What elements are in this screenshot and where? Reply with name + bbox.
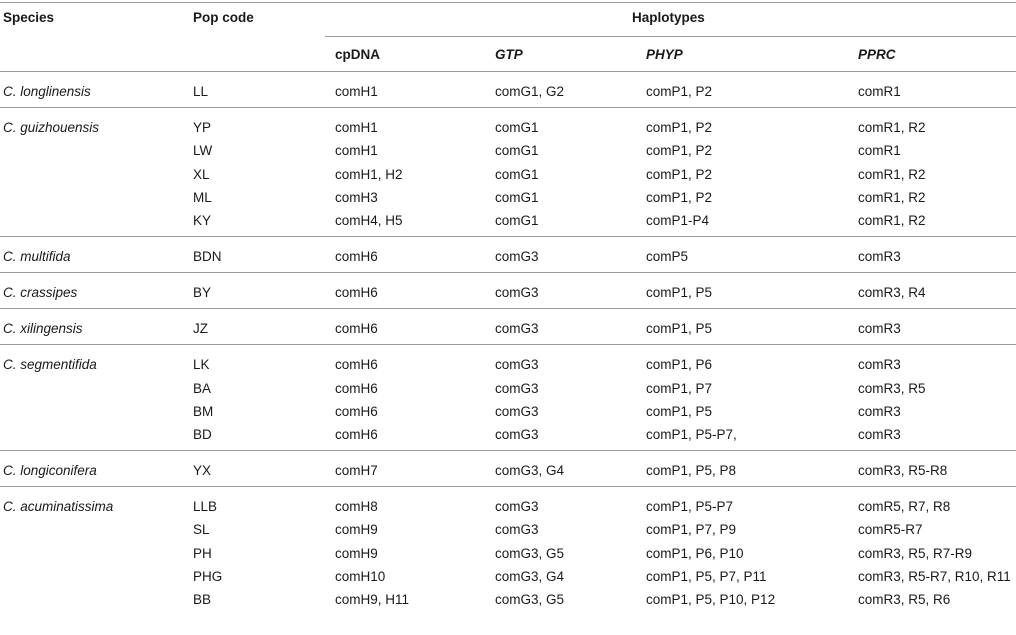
cpdna-cell: comH7 bbox=[335, 463, 378, 479]
pprc-cell: comR5-R7 bbox=[858, 522, 923, 538]
pop-code-cell: LK bbox=[193, 357, 210, 373]
pop-code-cell: LLB bbox=[193, 499, 218, 515]
pprc-cell: comR3 bbox=[858, 403, 901, 419]
phyp-cell: comP1, P5 bbox=[646, 321, 713, 337]
header-gtp: GTP bbox=[495, 47, 523, 62]
cpdna-cell: comH6 bbox=[335, 380, 378, 396]
cpdna-cell: comH1, H2 bbox=[335, 166, 403, 182]
pop-code-cell: ML bbox=[193, 189, 212, 205]
species-name: C. multifida bbox=[3, 249, 71, 265]
cpdna-cell: comH4, H5 bbox=[335, 213, 403, 229]
phyp-cell: comP1, P2 bbox=[646, 166, 713, 182]
group-separator-rule bbox=[0, 272, 1016, 273]
gtp-cell: comG3 bbox=[495, 499, 539, 515]
group-separator-rule bbox=[0, 308, 1016, 309]
header-species: Species bbox=[3, 10, 55, 25]
pop-code-cell: BDN bbox=[193, 249, 222, 265]
pop-code-cell: BM bbox=[193, 403, 214, 419]
pprc-cell: comR3, R4 bbox=[858, 285, 926, 301]
phyp-cell: comP1, P2 bbox=[646, 84, 713, 99]
pop-code-cell: PH bbox=[193, 545, 212, 561]
pop-code-cell: BB bbox=[193, 592, 212, 608]
gtp-cell: comG1 bbox=[495, 189, 539, 205]
gtp-cell: comG1, G2 bbox=[495, 84, 565, 99]
phyp-cell: comP1, P7, P9 bbox=[646, 522, 737, 538]
gtp-cell: comG3 bbox=[495, 522, 539, 538]
pop-code-cell: LW bbox=[193, 143, 213, 159]
gtp-cell: comG1 bbox=[495, 143, 539, 159]
phyp-cell: comP1, P5-P7, bbox=[646, 427, 737, 443]
species-name: C. xilingensis bbox=[3, 321, 83, 337]
phyp-cell: comP1, P5 bbox=[646, 403, 713, 419]
phyp-cell: comP1, P2 bbox=[646, 120, 713, 135]
pop-code-cell: SL bbox=[193, 522, 210, 538]
header-bottom-rule bbox=[0, 71, 1016, 72]
pprc-cell: comR3, R5, R7-R9 bbox=[858, 545, 973, 561]
phyp-cell: comP1, P7 bbox=[646, 380, 713, 396]
cpdna-cell: comH6 bbox=[335, 285, 378, 301]
species-name: C. crassipes bbox=[3, 285, 78, 301]
cpdna-cell: comH1 bbox=[335, 120, 378, 135]
cpdna-cell: comH3 bbox=[335, 189, 378, 205]
pprc-cell: comR3 bbox=[858, 249, 901, 265]
pop-code-cell: KY bbox=[193, 213, 212, 229]
haplotypes-underline bbox=[325, 36, 1016, 37]
pprc-cell: comR3 bbox=[858, 357, 901, 373]
cpdna-cell: comH8 bbox=[335, 499, 378, 515]
phyp-cell: comP1, P6 bbox=[646, 357, 713, 373]
pprc-cell: comR3, R5 bbox=[858, 380, 926, 396]
cpdna-cell: comH1 bbox=[335, 143, 378, 159]
pop-code-cell: JZ bbox=[193, 321, 208, 337]
header-phyp: PHYP bbox=[646, 47, 683, 62]
group-separator-rule bbox=[0, 236, 1016, 237]
pprc-cell: comR3 bbox=[858, 321, 901, 337]
pop-code-cell: YP bbox=[193, 120, 212, 135]
cpdna-cell: comH9 bbox=[335, 522, 378, 538]
pop-code-cell: LL bbox=[193, 84, 209, 99]
pprc-cell: comR1, R2 bbox=[858, 166, 926, 182]
gtp-cell: comG3 bbox=[495, 380, 539, 396]
species-name: C. longlinensis bbox=[3, 84, 91, 99]
pprc-cell: comR3, R5, R6 bbox=[858, 592, 951, 608]
pop-code-cell: BD bbox=[193, 427, 212, 443]
gtp-cell: comG3, G5 bbox=[495, 592, 565, 608]
gtp-cell: comG1 bbox=[495, 120, 539, 135]
cpdna-cell: comH6 bbox=[335, 321, 378, 337]
species-name: C. acuminatissima bbox=[3, 499, 114, 515]
phyp-cell: comP1, P5-P7 bbox=[646, 499, 734, 515]
species-name: C. segmentifida bbox=[3, 357, 97, 373]
pop-code-cell: BA bbox=[193, 380, 212, 396]
pprc-cell: comR5, R7, R8 bbox=[858, 499, 951, 515]
pop-code-cell: YX bbox=[193, 463, 212, 479]
phyp-cell: comP1-P4 bbox=[646, 213, 710, 229]
pprc-cell: comR1, R2 bbox=[858, 189, 926, 205]
pprc-cell: comR1 bbox=[858, 84, 901, 99]
cpdna-cell: comH6 bbox=[335, 249, 378, 265]
phyp-cell: comP1, P5, P7, P11 bbox=[646, 569, 767, 584]
gtp-cell: comG3 bbox=[495, 403, 539, 419]
phyp-cell: comP1, P5 bbox=[646, 285, 713, 301]
table-top-rule bbox=[0, 2, 1016, 3]
header-pprc: PPRC bbox=[858, 47, 896, 62]
pprc-cell: comR1, R2 bbox=[858, 120, 926, 135]
pprc-cell: comR1, R2 bbox=[858, 213, 926, 229]
gtp-cell: comG3 bbox=[495, 285, 539, 301]
gtp-cell: comG3 bbox=[495, 427, 539, 443]
gtp-cell: comG3 bbox=[495, 249, 539, 265]
pprc-cell: comR3 bbox=[858, 427, 901, 443]
gtp-cell: comG3, G4 bbox=[495, 463, 565, 479]
gtp-cell: comG1 bbox=[495, 213, 539, 229]
species-name: C. guizhouensis bbox=[3, 120, 100, 135]
gtp-cell: comG3, G5 bbox=[495, 545, 565, 561]
group-separator-rule bbox=[0, 107, 1016, 108]
phyp-cell: comP1, P2 bbox=[646, 189, 713, 205]
cpdna-cell: comH10 bbox=[335, 569, 386, 584]
pprc-cell: comR3, R5-R7, R10, R11 bbox=[858, 569, 1011, 584]
pop-code-cell: BY bbox=[193, 285, 212, 301]
cpdna-cell: comH6 bbox=[335, 357, 378, 373]
phyp-cell: comP1, P6, P10 bbox=[646, 545, 744, 561]
cpdna-cell: comH9 bbox=[335, 545, 378, 561]
gtp-cell: comG3 bbox=[495, 357, 539, 373]
header-pop-code: Pop code bbox=[193, 10, 254, 25]
phyp-cell: comP1, P2 bbox=[646, 143, 713, 159]
gtp-cell: comG3 bbox=[495, 321, 539, 337]
pprc-cell: comR3, R5-R8 bbox=[858, 463, 948, 479]
group-separator-rule bbox=[0, 486, 1016, 487]
group-separator-rule bbox=[0, 450, 1016, 451]
group-separator-rule bbox=[0, 344, 1016, 345]
header-haplotypes: Haplotypes bbox=[632, 10, 705, 25]
cpdna-cell: comH9, H11 bbox=[335, 592, 410, 608]
cpdna-cell: comH6 bbox=[335, 427, 378, 443]
cpdna-cell: comH6 bbox=[335, 403, 378, 419]
pop-code-cell: PHG bbox=[193, 569, 223, 584]
species-name: C. longiconifera bbox=[3, 463, 97, 479]
header-cpdna: cpDNA bbox=[335, 47, 381, 62]
cpdna-cell: comH1 bbox=[335, 84, 378, 99]
phyp-cell: comP1, P5, P10, P12 bbox=[646, 592, 776, 608]
pprc-cell: comR1 bbox=[858, 143, 901, 159]
gtp-cell: comG3, G4 bbox=[495, 569, 565, 584]
pop-code-cell: XL bbox=[193, 166, 210, 182]
phyp-cell: comP1, P5, P8 bbox=[646, 463, 737, 479]
phyp-cell: comP5 bbox=[646, 249, 689, 265]
gtp-cell: comG1 bbox=[495, 166, 539, 182]
